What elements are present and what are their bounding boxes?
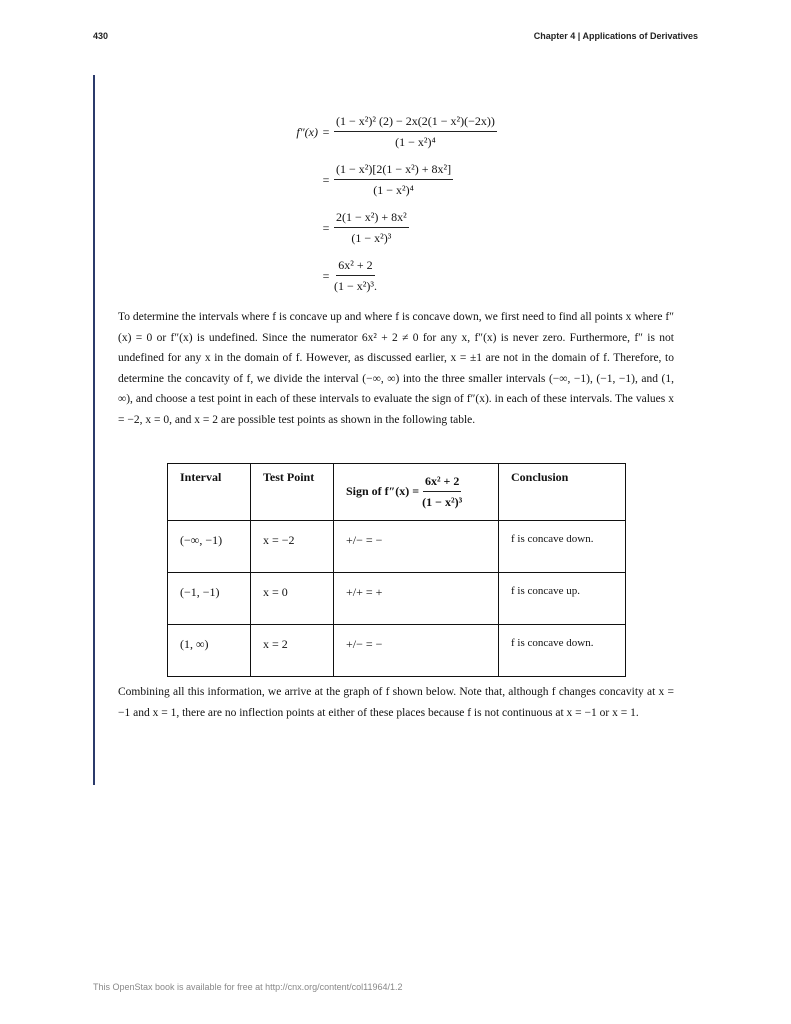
table-row (168, 625, 626, 677)
eq-step-4-den: (1 − x²)³. (334, 279, 377, 293)
second-derivative-equation: f″(x) = $\frac{\text{(1 − x²)² (2) − 2x(2(1 − x²)(−2x))}}{\text{(1 − x²)⁴}}$ = $\frac{\text{(1 − x²)[2(1 − x²) + 8x²]}}{\text{(1 − x²)⁴}}$ = $\frac{\text{2(1 − x²) + 8x²}}{\text{(1 − x²)³}}$ = $\frac{\text{6x² + 2}}{\text{(1 − x²)³.}}$ (270, 108, 497, 300)
sign-fraction-den: (1 − x²)³ (422, 495, 463, 509)
cell-sign: +/− = − (334, 625, 499, 677)
eq-step-2-num: (1 − x²)[2(1 − x²) + 8x²] (334, 162, 453, 180)
header-conclusion: Conclusion (499, 464, 626, 521)
cell-conclusion: f is concave down. (499, 625, 626, 677)
cell-conclusion: f is concave up. (499, 573, 626, 625)
margin-bar (93, 75, 95, 785)
table-row (168, 573, 626, 625)
sign-fraction-num: 6x² + 2 (423, 474, 461, 492)
cell-conclusion: f is concave down. (499, 521, 626, 573)
footer-note: This OpenStax book is available for free at http://cnx.org/content/col11964/1.2 (93, 982, 403, 992)
cell-sign: +/− = − (334, 521, 499, 573)
header-interval: Interval (168, 464, 251, 521)
cell-test-point: x = 2 (251, 625, 334, 677)
concavity-table (167, 463, 626, 677)
eq-step-3-den: (1 − x²)³ (351, 231, 392, 245)
paragraph-conclusion: Combining all this information, we arrive at the graph of f shown below. Note that, although f changes concavity at x = −1 and x = 1, there are no inflection points at either of these places because f is not continuous at x = −1 or x = 1. (118, 686, 674, 719)
cell-interval: (1, ∞) (168, 625, 251, 677)
cell-interval: (−∞, −1) (168, 521, 251, 573)
eq-step-1-num: (1 − x²)² (2) − 2x(2(1 − x²)(−2x)) (334, 114, 497, 132)
eq-step-2-den: (1 − x²)⁴ (373, 183, 414, 197)
paragraph-concavity-intro: To determine the intervals where f is concave up and where f is concave down, we first need to find all points x where f″(x) = 0 or f″(x) is undefined. Since the numerator 6x² + 2 ≠ 0 for any x, f″(x) is never zero. Furthermore, f″ is not undefined for any x in the domain of f. However, as discussed earlier, x = ±1 are not in the domain of f. Therefore, to determine the concavity of f, we divide the interval (−∞, ∞) into the three smaller intervals (−∞, −1), (−1, −1), and (1, ∞), and choose a test point in each of these intervals to evaluate the sign of f″(x). in each of these intervals. The values x = −2, x = 0, and x = 2 are possible test points as shown in the following table. (118, 311, 674, 426)
page-number: 430 (93, 31, 109, 41)
cell-test-point: x = −2 (251, 521, 334, 573)
cell-test-point: x = 0 (251, 573, 334, 625)
eq-step-3-num: 2(1 − x²) + 8x² (334, 210, 409, 228)
equation-lhs: f″(x) (296, 124, 318, 139)
header-test-point: Test Point (251, 464, 334, 521)
header-sign-label: Sign of f″(x) = (346, 483, 423, 498)
eq-step-1-den: (1 − x²)⁴ (395, 135, 436, 149)
cell-interval: (−1, −1) (168, 573, 251, 625)
chapter-header: Chapter 4 | Applications of Derivatives (533, 31, 698, 41)
table-row (168, 521, 626, 573)
table-header-row (168, 464, 626, 521)
eq-step-4-num: 6x² + 2 (336, 258, 374, 276)
cell-sign: +/+ = + (334, 573, 499, 625)
header-sign (334, 464, 499, 521)
